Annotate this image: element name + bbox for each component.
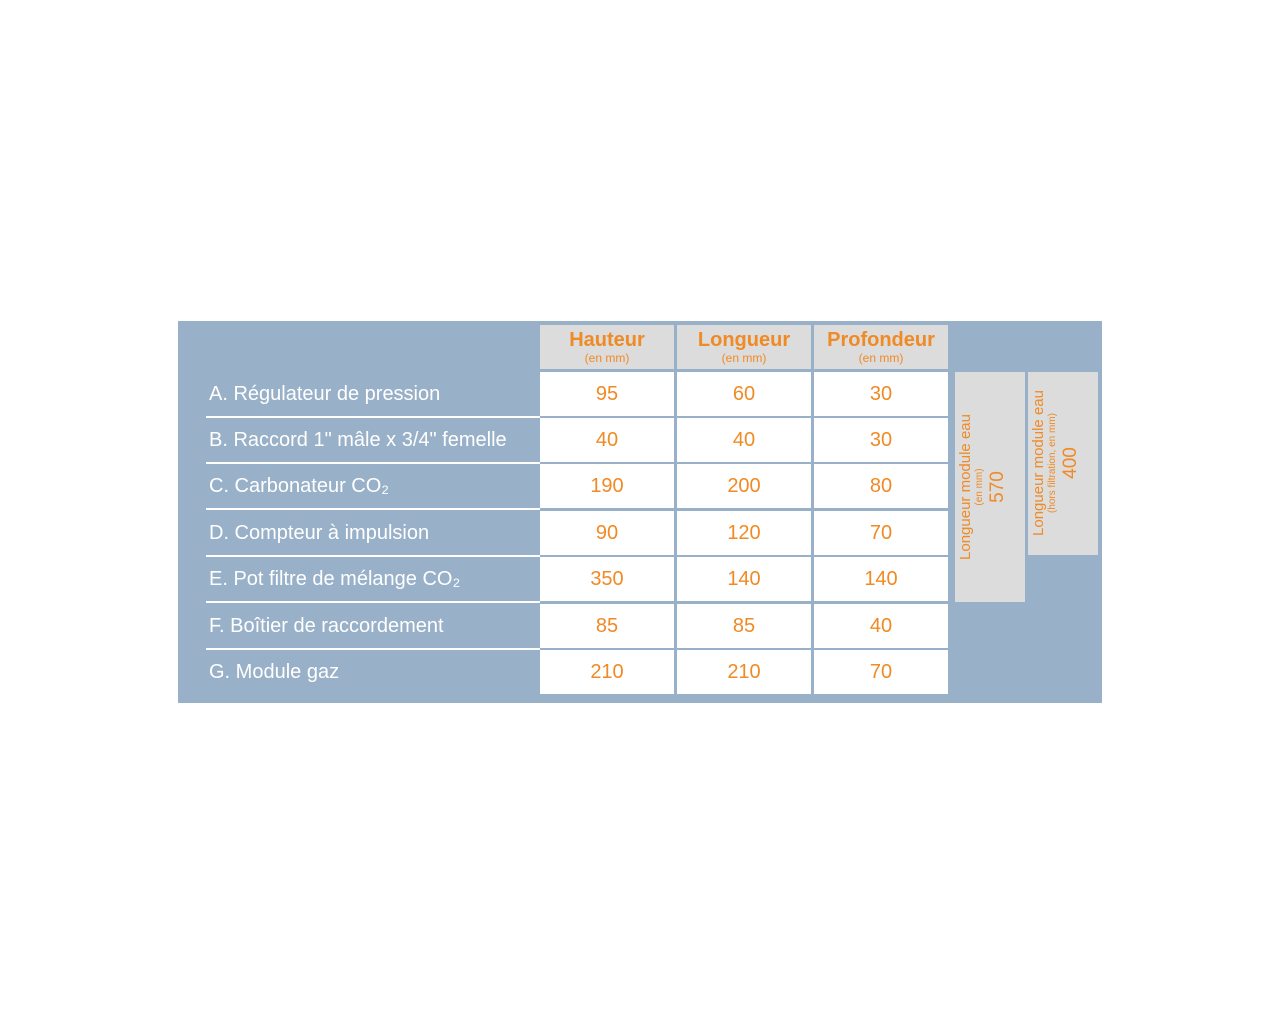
side-box-unit: (en mm) <box>974 468 985 506</box>
side-box-value: 400 <box>1060 447 1081 479</box>
column-header-hauteur <box>540 325 674 369</box>
column-title: Longueur <box>697 329 791 351</box>
cell-profondeur: 70 <box>814 511 948 555</box>
column-unit: (en mm) <box>584 351 630 365</box>
column-title: Hauteur <box>569 329 645 351</box>
side-box-value: 570 <box>987 471 1008 503</box>
side-box-water-module-length-no-filtration <box>1028 372 1098 555</box>
row-label: G. Module gaz <box>209 661 340 683</box>
cell-hauteur: 85 <box>540 604 674 648</box>
cell-hauteur: 190 <box>540 464 674 508</box>
column-unit: (en mm) <box>721 351 767 365</box>
column-header-longueur <box>677 325 811 369</box>
cell-longueur: 60 <box>677 372 811 416</box>
row-label: A. Régulateur de pression <box>209 383 441 405</box>
cell-profondeur: 30 <box>814 372 948 416</box>
cell-profondeur: 140 <box>814 557 948 601</box>
side-box-text <box>957 376 1010 598</box>
dimensions-table <box>178 321 1102 703</box>
row-label: D. Compteur à impulsion <box>209 522 430 544</box>
cell-hauteur: 40 <box>540 418 674 462</box>
cell-longueur: 210 <box>677 650 811 694</box>
cell-profondeur: 40 <box>814 604 948 648</box>
column-unit: (en mm) <box>858 351 904 365</box>
row-label: F. Boîtier de raccordement <box>209 615 444 637</box>
cell-profondeur: 30 <box>814 418 948 462</box>
cell-longueur: 40 <box>677 418 811 462</box>
row-label: E. Pot filtre de mélange CO₂ <box>209 568 461 590</box>
row-divider <box>206 508 540 510</box>
side-box-unit: (hors filtration, en mm) <box>1047 412 1058 514</box>
cell-profondeur: 80 <box>814 464 948 508</box>
column-header-profondeur <box>814 325 948 369</box>
side-box-text <box>1030 374 1083 552</box>
cell-hauteur: 350 <box>540 557 674 601</box>
row-label: B. Raccord 1" mâle x 3/4" femelle <box>209 429 507 451</box>
row-label: C. Carbonateur CO₂ <box>209 475 390 497</box>
cell-longueur: 140 <box>677 557 811 601</box>
row-divider <box>206 601 540 603</box>
side-box-title: Longueur module eau <box>1030 390 1047 536</box>
cell-hauteur: 90 <box>540 511 674 555</box>
side-box-water-module-length <box>955 372 1025 602</box>
cell-longueur: 120 <box>677 511 811 555</box>
cell-hauteur: 210 <box>540 650 674 694</box>
cell-longueur: 85 <box>677 604 811 648</box>
column-title: Profondeur <box>827 329 935 351</box>
cell-longueur: 200 <box>677 464 811 508</box>
cell-hauteur: 95 <box>540 372 674 416</box>
side-box-title: Longueur module eau <box>957 414 974 560</box>
cell-profondeur: 70 <box>814 650 948 694</box>
